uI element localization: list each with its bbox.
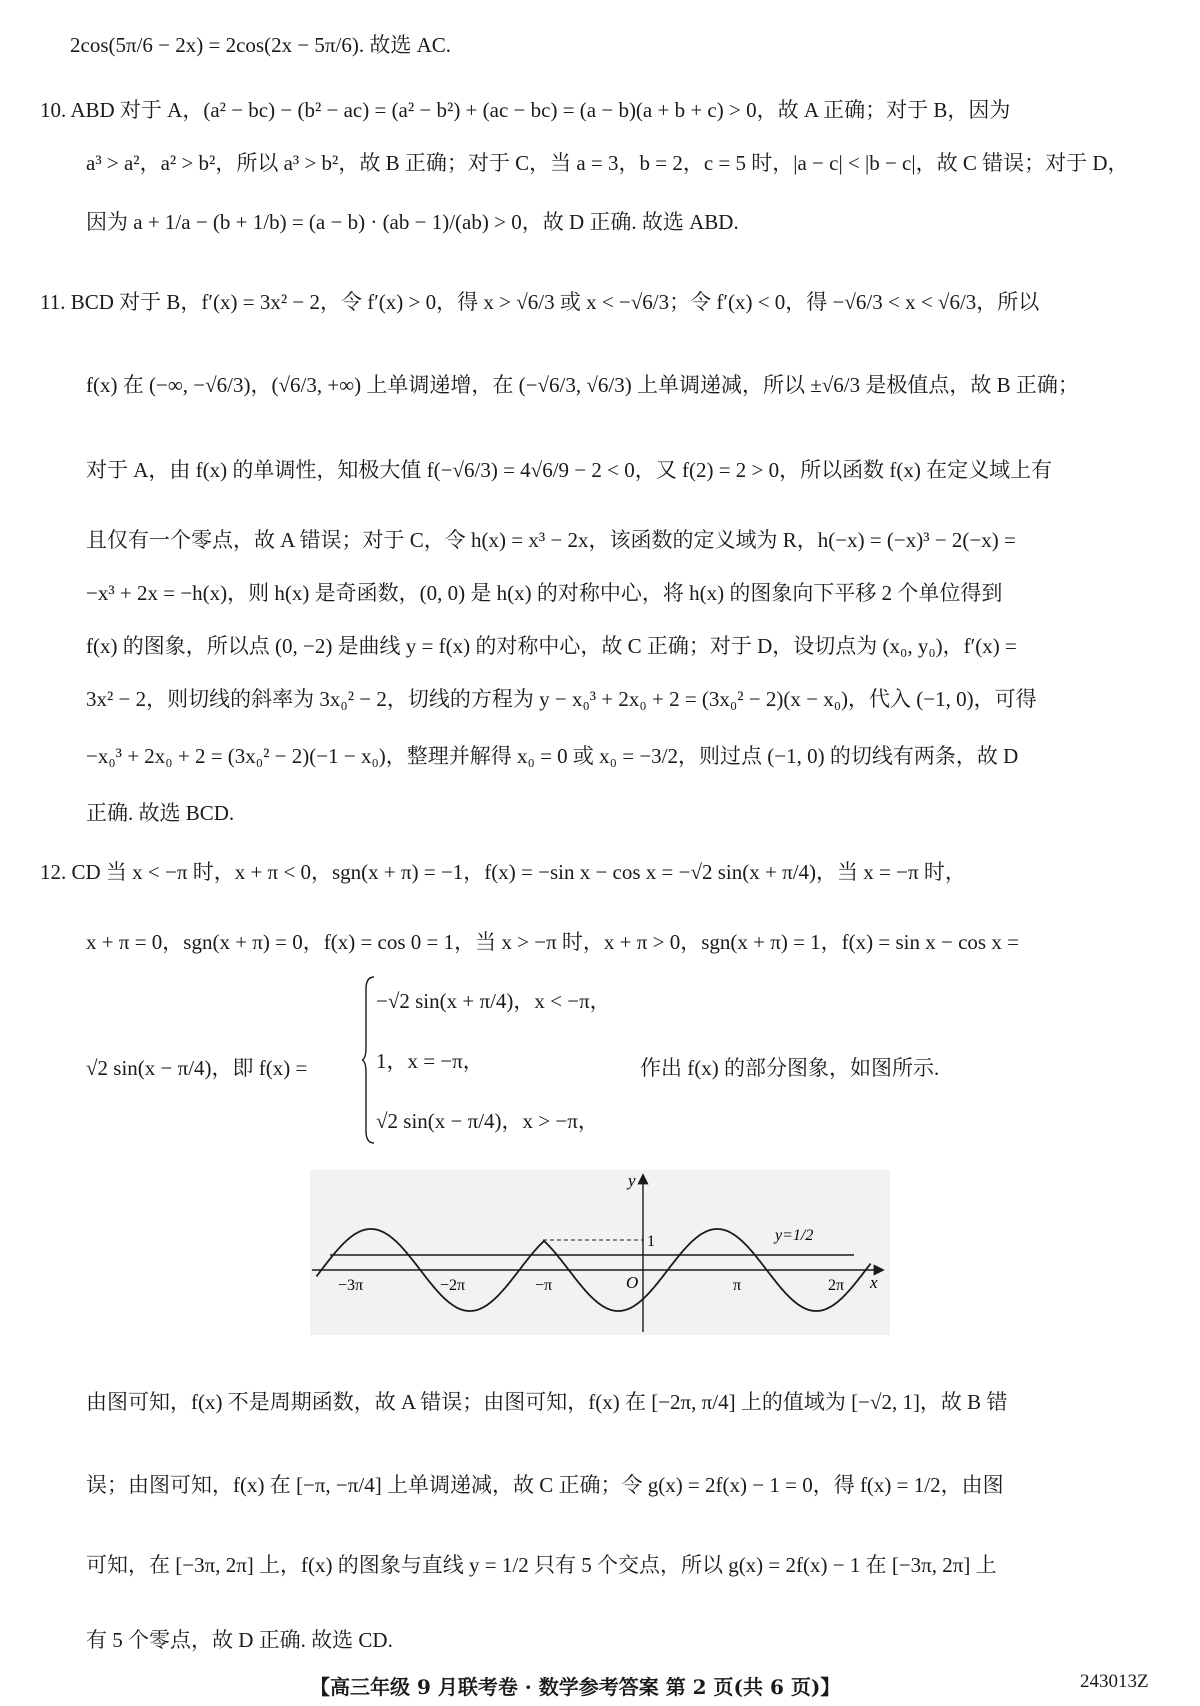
tick-label: −π [535, 1277, 553, 1294]
case-3: √2 sin(x − π/4)，x > −π， [376, 1109, 599, 1133]
text-line: 有 5 个零点，故 D 正确. 故选 CD. [86, 1628, 393, 1652]
text-line: −x₀³ + 2x₀ + 2 = (3x₀² − 2)(−1 − x₀)，整理并解得 x₀ = 0 或 x₀ = −3/2，则过点 (−1, 0) 的切线有两条，故 D [86, 744, 1019, 768]
text-line: f(x) 的图象，所以点 (0, −2) 是曲线 y = f(x) 的对称中心，故 C 正确；对于 D，设切点为 (x₀, y₀)，f′(x) = [86, 634, 1017, 658]
text-line: 因为 a + 1/a − (b + 1/b) = (a − b) · (ab − 1)/(ab) > 0，故 D 正确. 故选 ABD. [86, 210, 739, 234]
text-line: 作出 f(x) 的部分图象，如图所示. [640, 1056, 940, 1080]
tick-label: π [733, 1277, 742, 1294]
half-line-label: y=1/2 [775, 1227, 814, 1244]
tick-label: 2π [828, 1277, 845, 1294]
graph-svg [310, 1170, 890, 1335]
x-axis-label: x [870, 1273, 878, 1292]
text-line: √2 sin(x − π/4)，即 f(x) = [86, 1056, 308, 1080]
text-line: 对于 A，由 f(x) 的单调性，知极大值 f(−√6/3) = 4√6/9 − 2 < 0，又 f(2) = 2 > 0，所以函数 f(x) 在定义域上有 [86, 458, 1053, 482]
footer-title: 【高三年级 9 月联考卷 · 数学参考答案 第 2 页(共 6 页)】 [310, 1675, 841, 1699]
case-1: −√2 sin(x + π/4)，x < −π， [376, 989, 611, 1013]
text-line: 由图可知，f(x) 不是周期函数，故 A 错误；由图可知，f(x) 在 [−2π, π/4] 上的值域为 [−√2, 1]，故 B 错 [86, 1390, 1008, 1414]
text-line: 正确. 故选 BCD. [86, 801, 235, 825]
footer-code: 243013Z [1080, 1671, 1149, 1692]
text-line: f(x) 在 (−∞, −√6/3)，(√6/3, +∞) 上单调递增，在 (−√6/3, √6/3) 上单调递减，所以 ±√6/3 是极值点，故 B 正确； [86, 373, 1079, 397]
text-line: 12. CD 当 x < −π 时，x + π < 0，sgn(x + π) = −1，f(x) = −sin x − cos x = −√2 sin(x + π/4)，当 x = −π 时， [40, 860, 966, 884]
origin-label: O [626, 1273, 639, 1292]
tick-label: −3π [338, 1277, 364, 1294]
text-line: 误；由图可知，f(x) 在 [−π, −π/4] 上单调递减，故 C 正确；令 g(x) = 2f(x) − 1 = 0，得 f(x) = 1/2，由图 [86, 1473, 1004, 1497]
y-axis-label: y [628, 1171, 636, 1190]
one-label: 1 [647, 1233, 655, 1250]
piecewise-brace [362, 975, 376, 1145]
function-graph [310, 1170, 890, 1335]
tick-label: −2π [440, 1277, 466, 1294]
text-line: 10. ABD 对于 A，(a² − bc) − (b² − ac) = (a² − b²) + (ac − bc) = (a − b)(a + b + c) > 0，故 A 正确；对于 B，因为 [40, 98, 1011, 122]
case-2: 1，x = −π， [376, 1049, 484, 1073]
text-line: 11. BCD 对于 B，f′(x) = 3x² − 2，令 f′(x) > 0，得 x > √6/3 或 x < −√6/3；令 f′(x) < 0，得 −√6/3 < x < √6/3，所以 [40, 290, 1040, 314]
text-line: 可知，在 [−3π, 2π] 上，f(x) 的图象与直线 y = 1/2 只有 5 个交点，所以 g(x) = 2f(x) − 1 在 [−3π, 2π] 上 [86, 1553, 997, 1577]
text-line: 3x² − 2，则切线的斜率为 3x₀² − 2，切线的方程为 y − x₀³ + 2x₀ + 2 = (3x₀² − 2)(x − x₀)，代入 (−1, 0)，可得 [86, 687, 1037, 711]
text-line: 且仅有一个零点，故 A 错误；对于 C，令 h(x) = x³ − 2x，该函数的定义域为 R，h(−x) = (−x)³ − 2(−x) = [86, 528, 1016, 552]
text-line: 2cos(5π/6 − 2x) = 2cos(2x − 5π/6). 故选 AC. [70, 33, 452, 57]
text-line: a³ > a²，a² > b²，所以 a³ > b²，故 B 正确；对于 C，当 a = 3，b = 2，c = 5 时，|a − c| < |b − c|，故 C 错误；对于 D， [86, 151, 1129, 175]
text-line: x + π = 0，sgn(x + π) = 0，f(x) = cos 0 = 1，当 x > −π 时，x + π > 0，sgn(x + π) = 1，f(x) = sin x − cos x = [86, 930, 1019, 954]
text-line: −x³ + 2x = −h(x)，则 h(x) 是奇函数，(0, 0) 是 h(x) 的对称中心，将 h(x) 的图象向下平移 2 个单位得到 [86, 581, 1003, 605]
